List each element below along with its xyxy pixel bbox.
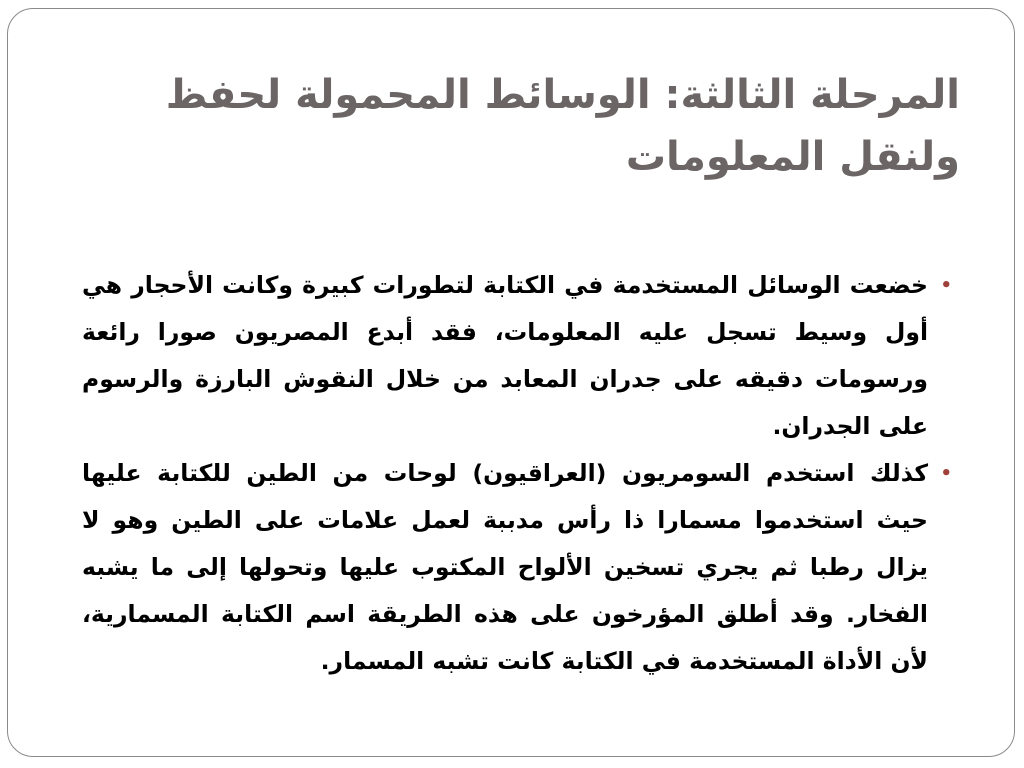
bullet-icon: •	[940, 275, 952, 296]
bullet-icon: •	[940, 463, 952, 484]
list-item	[82, 450, 952, 685]
bullet-text: كذلك استخدم السومريون (العراقيون) لوحات من الطين للكتابة عليها حيث استخدموا مسمارا ذا رأس مدببة لعمل علامات على الطين وهو لا يزال رطبا ثم يجري تسخين الألواح المكتوب عليها وتحولها إلى ما يشبه الفخار. وقد أطلق المؤرخون على هذه الطريقة اسم الكتابة المسمارية، لأن الأداة المستخدمة في الكتابة كانت تشبه المسمار.	[82, 459, 928, 675]
slide-title: المرحلة الثالثة: الوسائط المحمولة لحفظ ولنقل المعلومات	[165, 72, 960, 180]
bullet-text: خضعت الوسائل المستخدمة في الكتابة لتطورات كبيرة وكانت الأحجار هي أول وسيط تسجل عليه المعلومات، فقد أبدع المصريون صورا رائعة ورسومات دقيقه على جدران المعابد من خلال النقوش البارزة والرسوم على الجدران.	[82, 271, 928, 440]
list-item	[82, 262, 952, 450]
bullet-list	[82, 262, 952, 685]
